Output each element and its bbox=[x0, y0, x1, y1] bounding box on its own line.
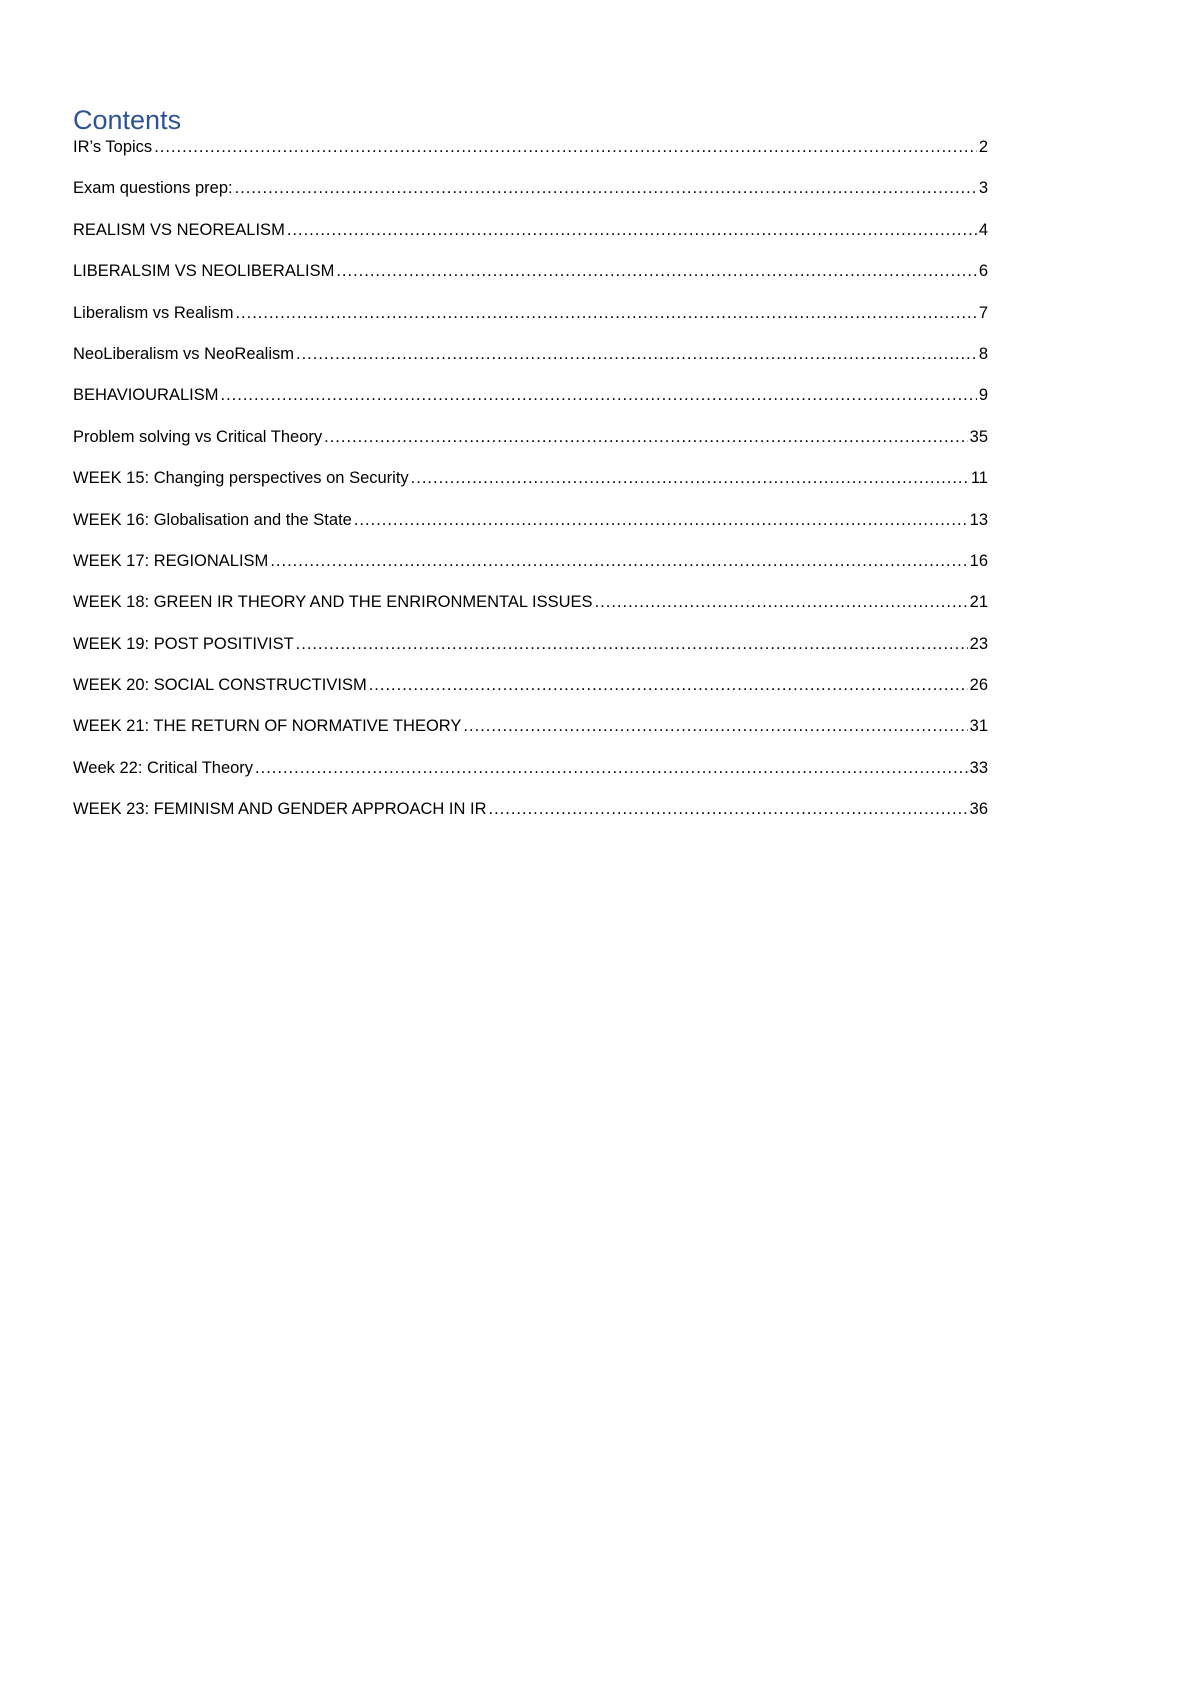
toc-list bbox=[73, 138, 988, 842]
toc-entry-page-number: 7 bbox=[978, 303, 988, 322]
toc-entry-page-number: 31 bbox=[969, 717, 988, 736]
toc-entry-title: NeoLiberalism vs NeoRealism bbox=[73, 344, 294, 363]
toc-dot-leader bbox=[270, 552, 967, 571]
toc-dot-leader bbox=[154, 138, 977, 157]
toc-dot-leader bbox=[595, 593, 968, 612]
toc-dot-leader bbox=[369, 676, 968, 695]
toc-dot-leader bbox=[235, 179, 977, 198]
toc-entry[interactable] bbox=[73, 552, 988, 593]
toc-entry[interactable] bbox=[73, 386, 988, 427]
toc-entry-title: LIBERALSIM VS NEOLIBERALISM bbox=[73, 262, 335, 281]
toc-entry[interactable] bbox=[73, 593, 988, 634]
toc-entry-page-number: 8 bbox=[978, 344, 988, 363]
toc-entry-page-number: 23 bbox=[969, 634, 988, 653]
toc-dot-leader bbox=[287, 221, 977, 240]
toc-entry-title: WEEK 17: REGIONALISM bbox=[73, 551, 269, 570]
toc-entry-page-number: 3 bbox=[978, 179, 988, 198]
toc-dot-leader bbox=[235, 304, 976, 323]
toc-entry-title: Exam questions prep: bbox=[73, 179, 233, 198]
toc-entry-title: Week 22: Critical Theory bbox=[73, 758, 254, 777]
toc-dot-leader bbox=[220, 386, 976, 405]
toc-entry-title: WEEK 23: FEMINISM AND GENDER APPROACH IN IR bbox=[73, 800, 487, 819]
toc-entry[interactable] bbox=[73, 304, 988, 345]
toc-entry-page-number: 4 bbox=[978, 220, 988, 239]
toc-dot-leader bbox=[411, 469, 969, 488]
toc-entry[interactable] bbox=[73, 717, 988, 758]
toc-dot-leader bbox=[296, 635, 968, 654]
toc-entry[interactable] bbox=[73, 759, 988, 800]
toc-entry[interactable] bbox=[73, 179, 988, 220]
toc-entry[interactable] bbox=[73, 469, 988, 510]
toc-entry-title: Liberalism vs Realism bbox=[73, 303, 234, 322]
toc-entry-title: REALISM VS NEOREALISM bbox=[73, 220, 285, 239]
toc-dot-leader bbox=[255, 759, 968, 778]
toc-entry-page-number: 26 bbox=[969, 676, 988, 695]
toc-entry[interactable] bbox=[73, 428, 988, 469]
toc-entry[interactable] bbox=[73, 635, 988, 676]
toc-entry-page-number: 35 bbox=[969, 427, 988, 446]
toc-dot-leader bbox=[489, 800, 968, 819]
toc-entry-page-number: 6 bbox=[978, 262, 988, 281]
toc-entry[interactable] bbox=[73, 262, 988, 303]
toc-entry-title: Problem solving vs Critical Theory bbox=[73, 427, 323, 446]
toc-dot-leader bbox=[354, 511, 968, 530]
toc-entry-page-number: 11 bbox=[970, 469, 988, 488]
toc-entry-title: WEEK 19: POST POSITIVIST bbox=[73, 634, 294, 653]
toc-entry[interactable] bbox=[73, 800, 988, 841]
toc-dot-leader bbox=[296, 345, 977, 364]
toc-entry-title: WEEK 21: THE RETURN OF NORMATIVE THEORY bbox=[73, 717, 462, 736]
toc-entry-title: WEEK 18: GREEN IR THEORY AND THE ENRIRONMENTAL ISSUES bbox=[73, 593, 593, 612]
toc-dot-leader bbox=[324, 428, 968, 447]
toc-entry-page-number: 13 bbox=[969, 510, 988, 529]
toc-entry[interactable] bbox=[73, 676, 988, 717]
toc-entry-title: WEEK 20: SOCIAL CONSTRUCTIVISM bbox=[73, 676, 367, 695]
toc-entry-page-number: 21 bbox=[969, 593, 988, 612]
toc-entry-title: WEEK 16: Globalisation and the State bbox=[73, 510, 352, 529]
table-of-contents bbox=[73, 97, 988, 842]
toc-entry-page-number: 33 bbox=[969, 758, 988, 777]
toc-entry[interactable] bbox=[73, 138, 988, 179]
contents-heading: Contents bbox=[73, 105, 182, 135]
toc-entry[interactable] bbox=[73, 221, 988, 262]
toc-entry-page-number: 36 bbox=[969, 800, 988, 819]
toc-entry-title: WEEK 15: Changing perspectives on Security bbox=[73, 469, 409, 488]
toc-entry-title: BEHAVIOURALISM bbox=[73, 386, 219, 405]
toc-entry-title: IR’s Topics bbox=[73, 138, 153, 156]
toc-dot-leader bbox=[336, 262, 976, 281]
toc-entry[interactable] bbox=[73, 511, 988, 552]
toc-entry-page-number: 16 bbox=[969, 551, 988, 570]
toc-entry-page-number: 2 bbox=[978, 138, 988, 156]
toc-entry[interactable] bbox=[73, 345, 988, 386]
toc-dot-leader bbox=[463, 717, 967, 736]
toc-entry-page-number: 9 bbox=[978, 386, 988, 405]
